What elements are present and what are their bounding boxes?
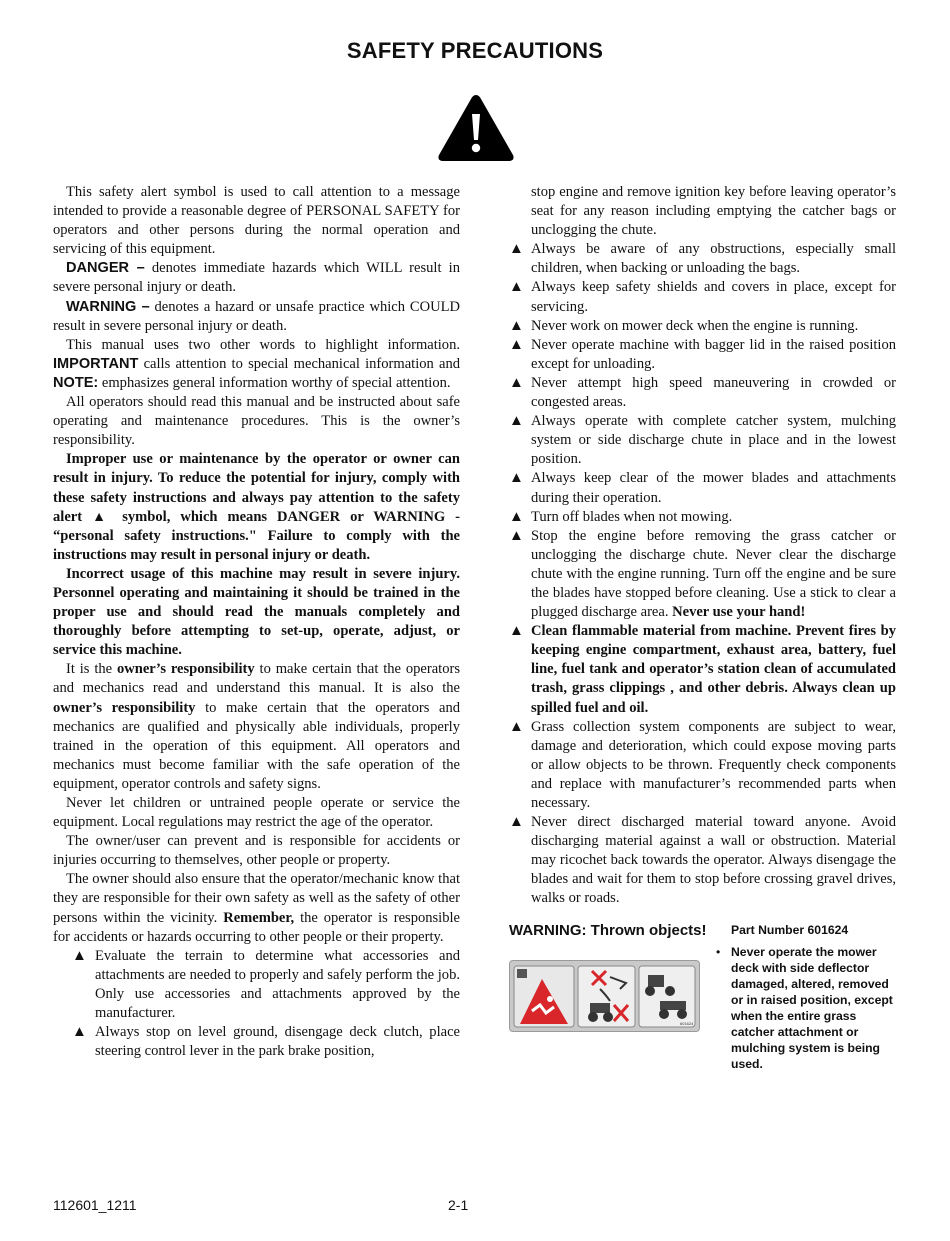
list-item xyxy=(509,336,896,374)
list-item xyxy=(509,412,896,469)
list-item xyxy=(509,718,896,813)
danger-label: DANGER – xyxy=(66,260,145,277)
list-item-text: Stop the engine before removing the grass catcher or unclogging the discharge chute. Never clear the discharge chute with the engine running. Turn off the engine and be sure the blades have stopped before cleaning. Use a stick to clear a plugged discharge area. xyxy=(531,527,896,621)
list-item-text: Never direct discharged material toward anyone. Avoid discharging material against a wall or obstruction. Material may ricochet back towards the operator. Always disengage the blades and wait for them to stop before crossing gravel drives, walks or roads. xyxy=(531,814,896,907)
list-item-text: Always keep clear of the mower blades and attachments during their operation. xyxy=(531,470,896,506)
operators-read-paragraph: All operators should read this manual and be instructed about safe operating and maintenance procedures. This is the owner’s responsibility. xyxy=(53,394,460,449)
bullet-dot: • xyxy=(716,945,721,959)
triangle-bullet-icon: ▲ xyxy=(509,241,524,258)
danger-paragraph xyxy=(53,259,460,297)
triangle-bullet-icon: ▲ xyxy=(509,317,524,334)
children-paragraph: Never let children or untrained people operate or service the equipment. Local regulations may restrict the age of the operator. xyxy=(53,795,460,831)
important-label: IMPORTANT xyxy=(53,355,139,372)
improper-text-a: Improper use or maintenance by the operator or owner can result in injury. To reduce the potential for injury, comply with these safety instructions and always pay attention to the safety alert xyxy=(53,451,460,525)
remember-bold: Remember, xyxy=(223,909,295,926)
list-item-text: Always stop on level ground, disengage deck clutch, place steering control lever in the park brake position, xyxy=(95,1024,460,1060)
list-item xyxy=(53,1023,460,1061)
page-number: 2-1 xyxy=(448,1197,469,1213)
owner-text-b: to make certain that the operators and mechanics read and understand this manual. It is also the xyxy=(53,661,460,697)
list-item xyxy=(716,944,901,1072)
improper-text-b: symbol, which means DANGER or WARNING - “personal safety instructions." Failure to comply with the instructions may result in personal injury or death. xyxy=(53,508,461,563)
highlight-words-paragraph xyxy=(53,336,460,393)
part-number-block xyxy=(716,922,901,1072)
danger-text: denotes immediate hazards which WILL result in severe personal injury or death. xyxy=(53,260,460,296)
triangle-bullet-icon: ▲ xyxy=(509,527,524,544)
list-item-text: Grass collection system components are subject to wear, damage and deterioration, which could expose moving parts or allow objects to be thrown. Frequently check components and replace with manufacturer’s recommended parts when necessary. xyxy=(531,718,896,811)
list-item xyxy=(509,813,896,908)
list-item xyxy=(509,622,896,717)
owner-prevent-paragraph: The owner/user can prevent and is responsible for accidents or injuries occurring to themselves, other people or property. xyxy=(53,833,460,869)
list-item xyxy=(509,469,896,507)
owner-responsibility-paragraph xyxy=(53,660,460,794)
triangle-bullet-icon: ▲ xyxy=(509,413,524,430)
list-item-text: Never work on mower deck when the engine is running. xyxy=(531,317,859,334)
list-item-text: Always be aware of any obstructions, especially small children, when backing or unloading the bags. xyxy=(531,241,896,277)
intro-paragraph: This safety alert symbol is used to call attention to a message intended to provide a reasonable degree of PERSONAL SAFETY for operators and other persons during the normal operation and servicing of this equipment. xyxy=(53,184,460,258)
list-item-text: Always operate with complete catcher system, mulching system or side discharge chute in place and in the lowest position. xyxy=(531,413,896,468)
decal-code: 601624 xyxy=(680,1021,694,1026)
improper-use-paragraph xyxy=(53,450,460,565)
highlight-text-a: This manual uses two other words to highlight information. xyxy=(66,336,460,353)
list-item-text: Clean flammable material from machine. Prevent fires by keeping engine compartment, exhaust area, battery, fuel line, fuel tank and operator’s station clean of accumulated trash, grass clippings , and other debris. Always clean up spilled fuel and oil. xyxy=(531,623,896,716)
list-item xyxy=(509,374,896,412)
triangle-bullet-icon: ▲ xyxy=(509,718,524,735)
owner-text-c: to make certain that the operators and mechanics are qualified and physically able individuals, properly trained in the operation of this equipment. All operators and mechanics must become familiar with the safe operation of the equipment, operator controls and safety signs. xyxy=(53,699,460,792)
warning-text: denotes a hazard or unsafe practice which COULD result in severe personal injury or death. xyxy=(53,298,461,334)
remember-text-b: the operator is responsible for accidents or hazards occurring to other people or their property. xyxy=(53,909,460,945)
page-title: SAFETY PRECAUTIONS xyxy=(346,38,604,63)
thrown-objects-warning xyxy=(509,922,719,940)
list-item xyxy=(509,317,896,336)
triangle-bullet-icon: ▲ xyxy=(72,947,87,964)
triangle-bullet-icon: ▲ xyxy=(509,508,524,525)
warning-label: WARNING – xyxy=(66,298,150,315)
triangle-bullet-icon: ▲ xyxy=(509,336,524,353)
safety-decal-image xyxy=(509,960,700,1032)
owner-text-a: It is the xyxy=(66,661,117,678)
warning-subheading: Thrown objects! xyxy=(586,922,707,939)
triangle-bullet-icon: ▲ xyxy=(509,279,524,296)
list-item xyxy=(53,947,460,1023)
owner-responsibility-bold: owner’s responsibility xyxy=(53,699,196,716)
part-warning-list xyxy=(716,944,901,1072)
triangle-bullet-icon: ▲ xyxy=(72,1024,87,1041)
remember-paragraph xyxy=(53,870,460,946)
note-label: NOTE: xyxy=(53,374,99,391)
triangle-bullet-icon: ▲ xyxy=(509,814,524,831)
safety-alert-icon xyxy=(436,92,516,164)
continued-paragraph: stop engine and remove ignition key before leaving operator’s seat for any reason including emptying the catcher bags or unclogging the chute. xyxy=(531,184,896,239)
list-item xyxy=(509,278,896,316)
list-item xyxy=(509,527,896,622)
list-item-text: Never operate the mower deck with side deflector damaged, altered, removed or in raised position, except when the entire grass catcher attachment or mulching system is being used. xyxy=(731,945,893,1071)
left-column xyxy=(53,183,460,1061)
part-number-heading: Part Number 601624 xyxy=(731,923,849,937)
list-item-text: Evaluate the terrain to determine what accessories and attachments are needed to properly and safely perform the job. Only use accessories and attachments approved by the manufacturer. xyxy=(95,947,460,1022)
highlight-text-b: calls attention to special mechanical information and xyxy=(138,355,460,372)
owner-responsibility-bold: owner’s responsibility xyxy=(116,661,255,678)
list-item xyxy=(509,508,896,527)
highlight-text-c: emphasizes general information worthy of special attention. xyxy=(98,374,451,391)
list-item-text: Turn off blades when not mowing. xyxy=(531,508,733,525)
incorrect-usage-paragraph: Incorrect usage of this machine may result in severe injury. Personnel operating and maintaining it should be trained in the proper use and should read the manuals completely and thoroughly before attempting to set-up, operate, adjust, or service this machine. xyxy=(53,565,460,659)
right-column xyxy=(509,183,896,909)
alert-triangle-icon: ▲ xyxy=(92,509,113,525)
triangle-bullet-icon: ▲ xyxy=(509,374,524,391)
never-use-hand-bold: Never use your hand! xyxy=(672,604,806,621)
warning-paragraph xyxy=(53,298,460,336)
remember-text-a: The owner should also ensure that the operator/mechanic know that they are responsible for their own safety as well as the safety of other persons within the vicinity. xyxy=(53,871,460,926)
triangle-bullet-icon: ▲ xyxy=(509,623,524,640)
list-item-text: Always keep safety shields and covers in place, except for servicing. xyxy=(531,279,896,315)
warning-heading: WARNING: xyxy=(509,922,587,939)
list-item-text: Never attempt high speed maneuvering in crowded or congested areas. xyxy=(531,374,896,411)
list-item xyxy=(509,240,896,278)
triangle-bullet-icon: ▲ xyxy=(509,470,524,487)
list-item-text: Never operate machine with bagger lid in the raised position except for unloading. xyxy=(531,336,896,372)
document-code: 112601_1211 xyxy=(53,1197,137,1213)
